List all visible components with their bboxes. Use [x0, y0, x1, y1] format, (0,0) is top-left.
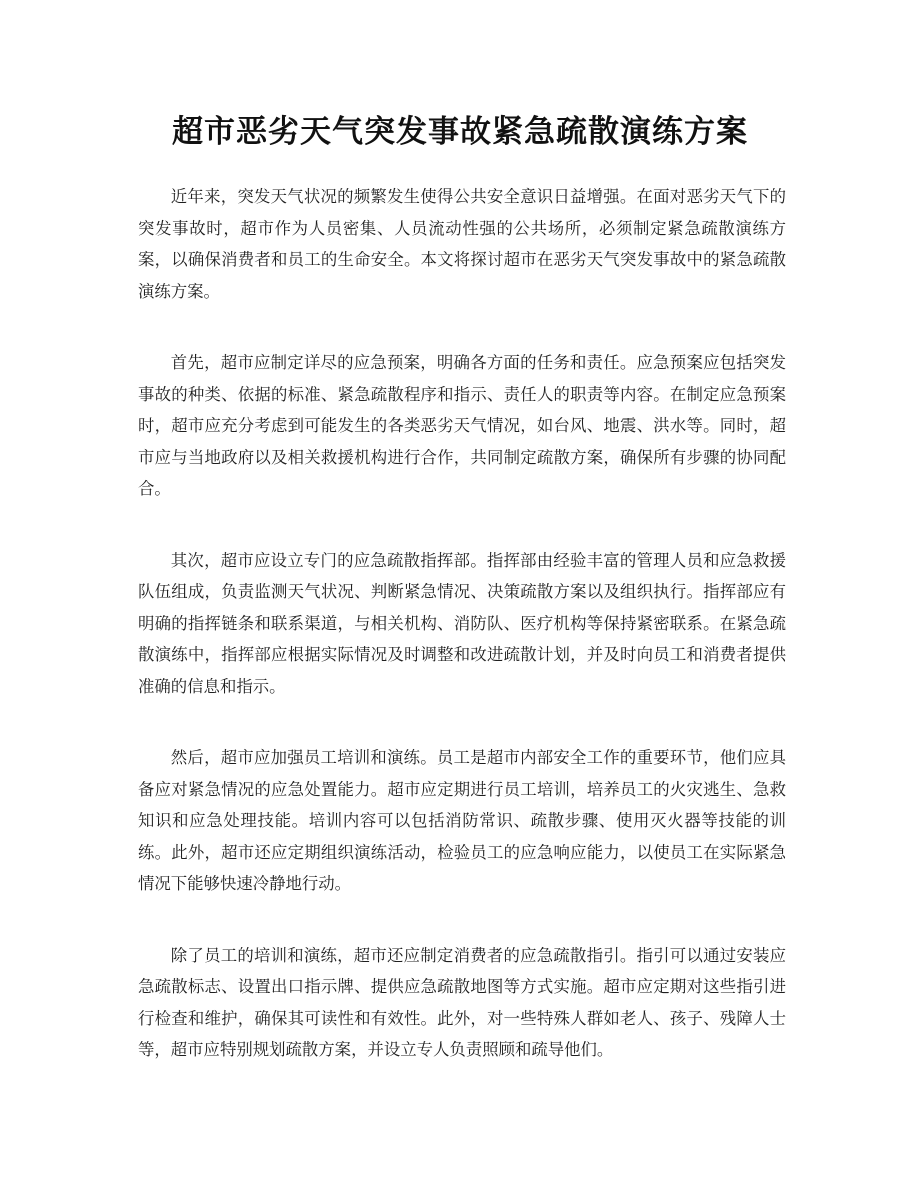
- paragraph: 近年来，突发天气状况的频繁发生使得公共安全意识日益增强。在面对恶劣天气下的突发事故时，超市作为人员密集、人员流动性强的公共场所，必须制定紧急疏散演练方案，以确保消费者和员工的生命安全。本文将探讨超市在恶劣天气突发事故中的紧急疏散演练方案。: [138, 187, 786, 301]
- paragraph: 然后，超市应加强员工培训和演练。员工是超市内部安全工作的重要环节，他们应具备应对紧急情况的应急处置能力。超市应定期进行员工培训，培养员工的火灾逃生、急救知识和应急处理技能。培训内容可以包括消防常识、疏散步骤、使用灭火器等技能的训练。此外，超市还应定期组织演练活动，检验员工的应急响应能力，以使员工在实际紧急情况下能够快速冷静地行动。: [138, 748, 786, 893]
- document-body: [138, 181, 786, 1106]
- document-title: 超市恶劣天气突发事故紧急疏散演练方案: [172, 114, 748, 150]
- paragraph: 其次，超市应设立专门的应急疏散指挥部。指挥部由经验丰富的管理人员和应急救援队伍组成，负责监测天气状况、判断紧急情况、决策疏散方案以及组织执行。指挥部应有明确的指挥链条和联系渠道，与相关机构、消防队、医疗机构等保持紧密联系。在紧急疏散演练中，指挥部应根据实际情况及时调整和改进疏散计划，并及时向员工和消费者提供准确的信息和指示。: [138, 550, 786, 696]
- paragraph: 首先，超市应制定详尽的应急预案，明确各方面的任务和责任。应急预案应包括突发事故的种类、依据的标准、紧急疏散程序和指示、责任人的职责等内容。在制定应急预案时，超市应充分考虑到可能发生的各类恶劣天气情况，如台风、地震、洪水等。同时，超市应与当地政府以及相关救援机构进行合作，共同制定疏散方案，确保所有步骤的协同配合。: [138, 353, 786, 498]
- paragraph: 除了员工的培训和演练，超市还应制定消费者的应急疏散指引。指引可以通过安装应急疏散标志、设置出口指示牌、提供应急疏散地图等方式实施。超市应定期对这些指引进行检查和维护，确保其可读性和有效性。此外，对一些特殊人群如老人、孩子、残障人士等，超市应特别规划疏散方案，并设立专人负责照顾和疏导他们。: [138, 945, 786, 1059]
